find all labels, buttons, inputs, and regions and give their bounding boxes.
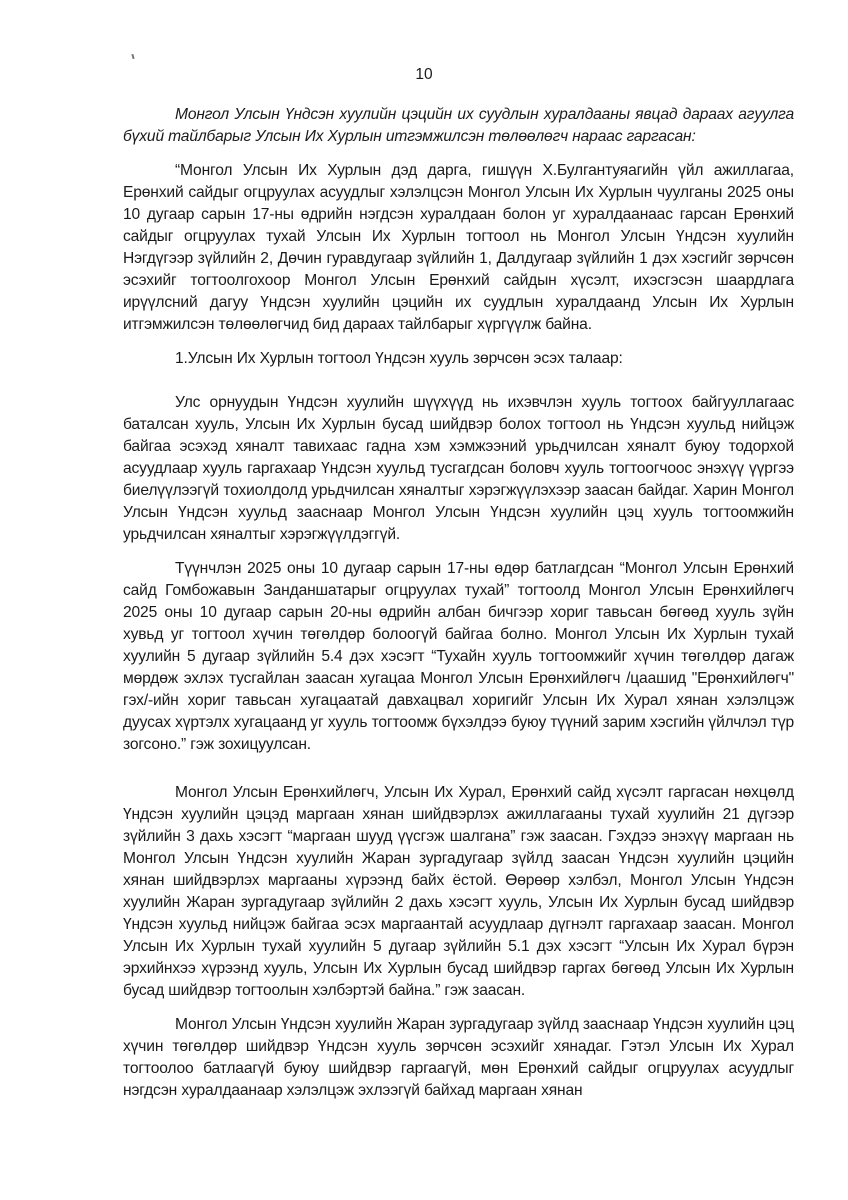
document-body: [123, 104, 794, 1102]
scan-artifact-mark: [131, 54, 134, 59]
page-number: 10: [415, 66, 433, 83]
paragraph-explanation: “Монгол Улсын Их Хурлын дэд дарга, гишүүн Х.Булгантуяагийн үйл ажиллагаа, Ерөнхий сайдыг огцруулах асуудлыг хэлэлцсэн Монгол Улсын Их Хурлын чуулганы 2025 оны 10 дугаар сарын 17-ны өдрийн нэгдсэн хуралдаан болон уг хуралдаанаас гарсан Ерөнхий сайдыг огцруулах тухай Улсын Их Хурлын тогтоол нь Монгол Улсын Үндсэн хуулийн Нэгдүгээр зүйлийн 2, Дөчин гуравдугаар зүйлийн 1, Далдугаар зүйлийн 1 дэх хэсгийг зөрчсөн эсэхийг тогтоолгохоор Монгол Улсын Ерөнхий сайдын хүсэлт, ихэсгэсэн шаардлага ирүүлсний дагуу Үндсэн хуулийн цэцийн их суудлын хуралдаанд Улсын Их Хурлын итгэмжилсэн төлөөлөгчид бид дараах тайлбарыг хүргүүлж байна.: [123, 162, 794, 333]
section-heading-1: 1.Улсын Их Хурлын тогтоол Үндсэн хууль зөрчсөн эсэх талаар:: [175, 350, 623, 367]
paragraph-resolution-veto: Түүнчлэн 2025 оны 10 дугаар сарын 17-ны өдөр батлагдсан “Монгол Улсын Ерөнхий сайд Гомбожавын Занданшатарыг огцруулах тухай” тогтоолд Монгол Улсын Ерөнхийлөгч 2025 оны 10 дугаар сарын 20-ны өдрийн албан бичгээр хориг тавьсан бөгөөд хууль зүйн хувьд уг тогтоол хүчин төгөлдөр болоогүй байгаа болно. Монгол Улсын Их Хурлын тухай хуулийн 5 дугаар зүйлийн 5.4 дэх хэсэгт “Тухайн хууль тогтоомжийг хүчин төгөлдөр дагаж мөрдөж эхлэх тусгайлан заасан хугацаа Монгол Улсын Ерөнхийлөгч /цаашид "Ерөнхийлөгч" гэх/-ийн хориг тавьсан хугацаатай давхацвал хоригийг Улсын Их Хурал хянан хэлэлцэж дуусах хүртэлх хугацаанд уг хууль тогтоомж бүхэлдээ буюу түүний зарим хэсгийн үйлчлэл түр зогсоно.” гэж зохицуулсан.: [123, 560, 794, 753]
paragraph-court-review: Монгол Улсын Үндсэн хуулийн Жаран зургадугаар зүйлд зааснаар Үндсэн хуулийн цэц хүчин төгөлдөр шийдвэр Үндсэн хууль зөрчсөн эсэхийг хянадаг. Гэтэл Улсын Их Хурал тогтоолоо батлаагүй буюу шийдвэр гаргаагүй, мөн Ерөнхий сайдыг огцруулах асуудлыг нэгдсэн хуралдаанаар хэлэлцэж эхлээгүй байхад маргаан хянан: [123, 1016, 794, 1099]
paragraph-dispute-procedure: Монгол Улсын Ерөнхийлөгч, Улсын Их Хурал, Ерөнхий сайд хүсэлт гаргасан нөхцөлд Үндсэн хуулийн цэцэд маргаан хянан шийдвэрлэх ажиллагааны тухай хуулийн 21 дүгээр зүйлийн 3 дахь хэсэгт “маргаан шууд үүсгэж шалгана” гэж заасан. Гэхдээ энэхүү маргаан нь Монгол Улсын Үндсэн хуулийн Жаран зургадугаар зүйлд заасан Үндсэн хуулийн цэцийн хянан шийдвэрлэх маргааны хүрээнд байх ёстой. Өөрөөр хэлбэл, Монгол Улсын Үндсэн хуулийн Жаран зургадугаар зүйлийн 2 дахь хэсэгт хууль, Улсын Их Хурлын бусад шийдвэр Үндсэн хуульд нийцэж байгаа эсэх маргаантай асуудлаар дүгнэлт гаргахаар заасан. Монгол Улсын Их Хурлын тухай хуулийн 5 дугаар зүйлийн 5.1 дэх хэсэгт “Улсын Их Хурал бүрэн эрхийнхээ хүрээнд хууль, Улсын Их Хурлын бусад шийдвэр гаргах бөгөөд Улсын Их Хурлын бусад шийдвэр тогтоолын хэлбэртэй байна.” гэж заасан.: [123, 784, 794, 999]
intro-italic-paragraph: Монгол Улсын Үндсэн хуулийн цэцийн их суудлын хуралдааны явцад дараах агуулга бүхий тайлбарыг Улсын Их Хурлын итгэмжилсэн төлөөлөгч нараас гаргасан:: [123, 106, 794, 145]
paragraph-constitutional-courts: Улс орнуудын Үндсэн хуулийн шүүхүүд нь ихэвчлэн хууль тогтоох байгууллагаас баталсан хууль, Улсын Их Хурлын бусад шийдвэр болох тогтоол нь Үндсэн хуульд нийцэж байгаа эсэхэд хяналт тавихаас гадна хэм хэмжээний урьдчилсан хяналт буюу тодорхой асуудлаар хууль гаргахаар Үндсэн хуульд тусгагдсан боловч хууль тогтоогчоос энэхүү үүргээ биелүүлээгүй тохиолдолд урьдчилсан хяналтыг хэрэгжүүлэхээр заасан байдаг. Харин Монгол Улсын Үндсэн хуульд зааснаар Монгол Улсын Үндсэн хуулийн цэц хууль тогтоомжийн урьдчилсан хяналтыг хэрэгжүүлдэггүй.: [123, 394, 794, 543]
